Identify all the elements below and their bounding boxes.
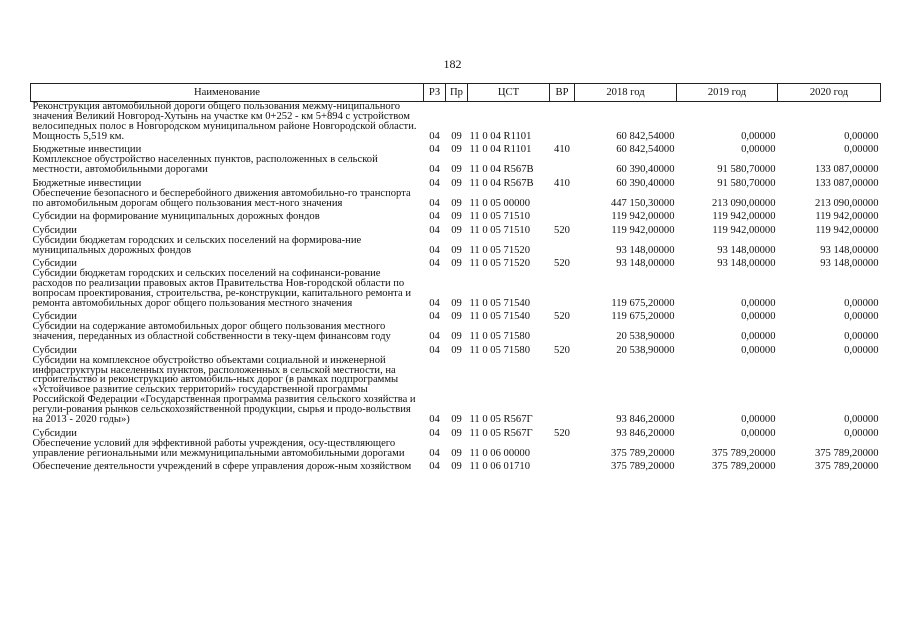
cell-2019: 375 789,20000 [711, 447, 776, 459]
cell-rz: 04 [429, 258, 440, 270]
cell-2018: 119 675,20000 [611, 311, 675, 323]
cell-cst: 11 0 05 71510 [469, 224, 531, 236]
cell-cst: 11 0 05 71580 [469, 344, 531, 356]
cell-2018: 375 789,20000 [610, 461, 675, 473]
cell-name: Субсидии [32, 224, 77, 236]
cell-rz: 04 [429, 177, 440, 189]
cell-pr: 09 [451, 461, 462, 473]
cell-pr: 09 [451, 447, 462, 459]
cell-vr [550, 208, 575, 222]
cell-cst: 11 0 05 71520 [469, 244, 531, 256]
cell-rz: 04 [429, 224, 440, 236]
cell-2020: 0,00000 [844, 144, 879, 156]
cell-vr [550, 102, 575, 142]
cell-rz: 04 [429, 197, 440, 209]
cell-2019: 0,00000 [741, 311, 776, 323]
header-name: Наименование [31, 84, 424, 102]
cell-pr: 09 [451, 177, 462, 189]
cell-pr: 09 [451, 414, 462, 426]
cell-name: Субсидии [32, 427, 77, 439]
cell-2018: 93 148,00000 [616, 244, 675, 256]
cell-2019: 0,00000 [741, 130, 776, 142]
cell-2019: 119 942,00000 [712, 224, 776, 236]
cell-2018: 119 942,00000 [611, 224, 675, 236]
cell-name: Бюджетные инвестиции [32, 177, 142, 189]
cell-2018: 93 148,00000 [616, 258, 675, 270]
cell-2018: 93 846,20000 [616, 427, 675, 439]
table-row [31, 458, 881, 472]
cell-2020: 375 789,20000 [814, 447, 879, 459]
cell-2020: 93 148,00000 [820, 244, 879, 256]
cell-2018: 20 538,90000 [616, 344, 675, 356]
cell-rz: 04 [429, 244, 440, 256]
cell-cst: 11 0 05 71540 [469, 311, 531, 323]
cell-2019: 0,00000 [741, 297, 776, 309]
table-header-row [31, 84, 881, 102]
cell-rz: 04 [429, 144, 440, 156]
cell-vr: 520 [554, 311, 570, 323]
cell-2019: 0,00000 [741, 344, 776, 356]
cell-pr: 09 [451, 258, 462, 270]
cell-name: Обеспечение безопасного и бесперебойного движения автомобильно-го транспорта по автомобильным дорогам общего пользования мест-ного значения [32, 187, 411, 209]
cell-rz: 04 [429, 211, 440, 223]
table-row [31, 236, 881, 256]
cell-rz: 04 [429, 297, 440, 309]
header-2020: 2020 год [778, 84, 881, 102]
cell-vr: 520 [554, 344, 570, 356]
cell-cst: 11 0 04 R1101 [469, 144, 532, 156]
table-row [31, 322, 881, 342]
table-row [31, 356, 881, 425]
cell-2019: 91 580,70000 [717, 177, 776, 189]
cell-pr: 09 [451, 164, 462, 176]
cell-2020: 213 090,00000 [814, 197, 879, 209]
cell-2020: 0,00000 [844, 297, 879, 309]
cell-name: Бюджетные инвестиции [32, 144, 142, 156]
cell-vr: 520 [554, 258, 570, 270]
cell-name: Субсидии бюджетам городских и сельских поселений на формирова-ние муниципальных дорожных фондов [32, 234, 362, 256]
cell-cst: 11 0 05 71540 [469, 297, 531, 309]
header-rz: РЗ [424, 84, 446, 102]
cell-name: Реконструкция автомобильной дороги общего пользования межму-ниципального значения Великий Новгород-Хутынь на участке км 0+252 - км 5+894 с устройством велосипедных полос в Новгородском муниципальном районе Новгородской области. Мощность 5,519 км. [32, 101, 417, 142]
cell-2019: 0,00000 [741, 414, 776, 426]
cell-cst: 11 0 05 71580 [469, 331, 531, 343]
header-2019: 2019 год [677, 84, 778, 102]
cell-2020: 0,00000 [844, 311, 879, 323]
cell-2020: 375 789,20000 [814, 461, 879, 473]
cell-cst: 11 0 05 00000 [469, 197, 531, 209]
cell-pr: 09 [451, 344, 462, 356]
cell-rz: 04 [429, 344, 440, 356]
table-row [31, 342, 881, 356]
cell-name: Обеспечение условий для эффективной работы учреждения, осу-ществляющего управление региональными или межмуниципальными автомобильными дорогами [32, 437, 405, 459]
cell-2018: 93 846,20000 [616, 414, 675, 426]
cell-2020: 119 942,00000 [815, 211, 879, 223]
header-pr: Пр [446, 84, 468, 102]
cell-2018: 60 842,54000 [616, 130, 675, 142]
cell-pr: 09 [451, 144, 462, 156]
cell-2018: 375 789,20000 [610, 447, 675, 459]
cell-vr [550, 236, 575, 256]
cell-name: Субсидии [32, 258, 77, 270]
cell-name: Субсидии бюджетам городских и сельских поселений на софинанси-рование расходов по реализации правовых актов Правительства Нов-городской области по вопросам проектирования, строительства, ре-конструкции, капитального ремонта и ремонта автомобильных дорог общего пользования местного значения [32, 268, 412, 309]
table-row [31, 175, 881, 189]
cell-2019: 91 580,70000 [717, 164, 776, 176]
cell-vr: 520 [554, 224, 570, 236]
cell-name: Субсидии на формирование муниципальных дорожных фондов [32, 211, 320, 223]
table-row [31, 269, 881, 309]
cell-2020: 0,00000 [844, 414, 879, 426]
cell-2019: 0,00000 [741, 331, 776, 343]
cell-2019: 93 148,00000 [717, 244, 776, 256]
cell-vr: 520 [554, 427, 570, 439]
table-body [31, 102, 881, 473]
table-row [31, 102, 881, 142]
table-row [31, 155, 881, 175]
cell-2018: 60 842,54000 [616, 144, 675, 156]
cell-vr [550, 155, 575, 175]
cell-2020: 0,00000 [844, 130, 879, 142]
cell-2020: 93 148,00000 [820, 258, 879, 270]
header-vr: ВР [550, 84, 575, 102]
cell-vr [550, 458, 575, 472]
cell-name: Комплексное обустройство населенных пунктов, расположенных в сельской местности, автомобильными дорогами [32, 154, 378, 176]
page-number: 182 [443, 57, 462, 71]
cell-pr: 09 [451, 331, 462, 343]
cell-name: Субсидии [32, 311, 77, 323]
cell-pr: 09 [451, 297, 462, 309]
cell-rz: 04 [429, 414, 440, 426]
cell-rz: 04 [429, 427, 440, 439]
table-row [31, 255, 881, 269]
cell-rz: 04 [429, 461, 440, 473]
cell-rz: 04 [429, 311, 440, 323]
cell-2020: 0,00000 [844, 331, 879, 343]
cell-name: Обеспечение деятельности учреждений в сфере управления дорож-ным хозяйством [32, 461, 412, 473]
cell-2020: 133 087,00000 [814, 177, 879, 189]
cell-cst: 11 0 05 R567Г [469, 414, 533, 426]
cell-pr: 09 [451, 311, 462, 323]
table-row [31, 208, 881, 222]
cell-pr: 09 [451, 427, 462, 439]
cell-2018: 447 150,30000 [610, 197, 675, 209]
cell-2018: 60 390,40000 [616, 177, 675, 189]
cell-rz: 04 [429, 447, 440, 459]
cell-name: Субсидии [32, 344, 77, 356]
table-row [31, 309, 881, 323]
table-row [31, 439, 881, 459]
cell-pr: 09 [451, 211, 462, 223]
cell-2019: 0,00000 [741, 144, 776, 156]
cell-cst: 11 0 06 00000 [469, 447, 531, 459]
cell-2018: 20 538,90000 [616, 331, 675, 343]
budget-table [30, 83, 881, 472]
cell-2019: 375 789,20000 [711, 461, 776, 473]
cell-pr: 09 [451, 244, 462, 256]
cell-pr: 09 [451, 130, 462, 142]
cell-2020: 119 942,00000 [815, 224, 879, 236]
cell-cst: 11 0 05 71520 [469, 258, 531, 270]
cell-2019: 0,00000 [741, 427, 776, 439]
cell-vr [550, 439, 575, 459]
cell-rz: 04 [429, 130, 440, 142]
cell-cst: 11 0 05 71510 [469, 211, 531, 223]
cell-pr: 09 [451, 197, 462, 209]
cell-cst: 11 0 05 R567Г [469, 427, 533, 439]
cell-name: Субсидии на содержание автомобильных дорог общего пользования местного значения, переданных из областной собственности в теку-щем финансовм году [32, 321, 391, 343]
cell-rz: 04 [429, 164, 440, 176]
table-row [31, 425, 881, 439]
table-row [31, 142, 881, 156]
cell-2019: 213 090,00000 [711, 197, 776, 209]
cell-name: Субсидии на комплексное обустройство объектами социальной и инженерной инфраструктуры населенных пунктов, расположенных в сельской местности, на строительство и реконструкцию автомобиль-ных дорог (в рамках подпрограммы «Устойчивое развитие сельских территорий» государственной программы Российской Федерации «Государственная программа развития сельского хозяйства и регули-рования рынков сельскохозяйственной продукции, сырья и продо-вольствия на 2013 - 2020 годы») [32, 354, 416, 426]
cell-2018: 60 390,40000 [616, 164, 675, 176]
cell-cst: 11 0 06 01710 [469, 461, 531, 473]
cell-vr: 410 [554, 177, 570, 189]
header-2018: 2018 год [575, 84, 677, 102]
cell-vr [550, 189, 575, 209]
cell-2018: 119 675,20000 [611, 297, 675, 309]
cell-2018: 119 942,00000 [611, 211, 675, 223]
cell-cst: 11 0 04 R567В [469, 177, 534, 189]
cell-cst: 11 0 04 R1101 [469, 130, 532, 142]
header-cst: ЦСТ [468, 84, 550, 102]
cell-vr [550, 356, 575, 425]
table-row [31, 189, 881, 209]
cell-cst: 11 0 04 R567В [469, 164, 534, 176]
cell-vr: 410 [554, 144, 570, 156]
cell-2019: 93 148,00000 [717, 258, 776, 270]
cell-vr [550, 322, 575, 342]
cell-2020: 0,00000 [844, 344, 879, 356]
cell-2020: 0,00000 [844, 427, 879, 439]
cell-2020: 133 087,00000 [814, 164, 879, 176]
table-row [31, 222, 881, 236]
cell-2019: 119 942,00000 [712, 211, 776, 223]
cell-pr: 09 [451, 224, 462, 236]
cell-rz: 04 [429, 331, 440, 343]
cell-vr [550, 269, 575, 309]
